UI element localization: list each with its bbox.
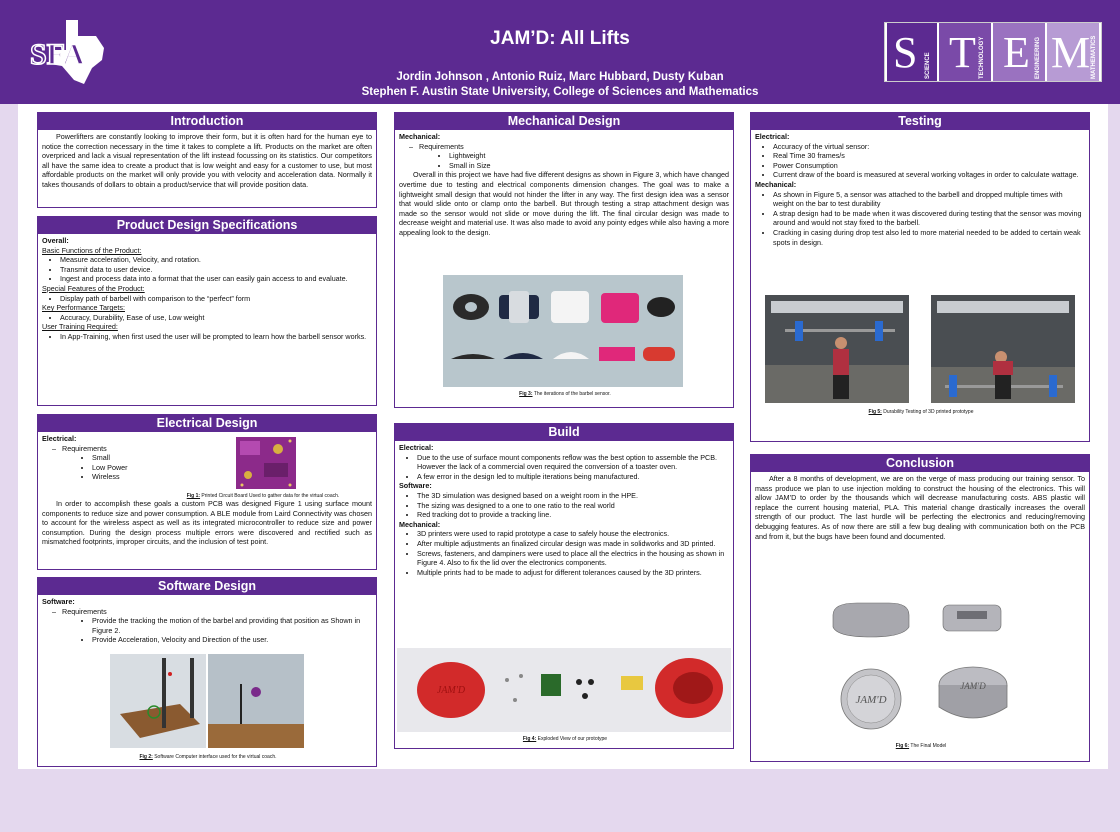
testing-mechanical-list <box>755 190 1085 248</box>
affiliation: Stephen F. Austin State University, College of Sciences and Mathematics <box>361 86 759 98</box>
fig5-text: Durability Testing of 3D printed prototype <box>881 409 974 415</box>
list-item: • Real Time 30 frames/s <box>773 151 1085 161</box>
build-mechanical-list <box>399 529 729 577</box>
software-body <box>38 595 376 647</box>
electrical-requirements <box>38 432 376 488</box>
list-item: • Small <box>92 453 372 463</box>
requirements-label: Requirements <box>62 606 107 616</box>
author-names: Jordin Johnson , Antonio Ruiz, Marc Hubbard, Dusty Kuban <box>396 71 724 83</box>
testing-title: Testing <box>751 113 1089 130</box>
fig6-label: Fig 6: <box>895 743 910 749</box>
fig2-caption <box>108 754 308 760</box>
list-item: • 3D printers were used to rapid prototype a case to safely house the electronics. <box>417 529 729 539</box>
pds-training-heading: User Training Required: <box>42 322 118 332</box>
final-model-render <box>817 597 1017 737</box>
fig2-label: Fig 2: <box>139 754 153 760</box>
electrical-req-list <box>42 444 372 482</box>
fig6-text: The Final Model <box>909 743 947 749</box>
fig4-text: Exploded View of our prototype <box>536 736 608 742</box>
fig3-caption <box>475 391 655 397</box>
requirements-label: Requirements <box>419 141 464 151</box>
list-item: • Display path of barbell with comparison to the “perfect” form <box>60 294 372 304</box>
pds-special-heading: Special Features of the Product: <box>42 283 145 293</box>
fig4-caption <box>475 736 655 742</box>
testing-mechanical-heading: Mechanical: <box>755 179 797 189</box>
list-item: • Current draw of the board is measured at several working voltages in order to calculate wattage. <box>773 170 1085 180</box>
fig5-label: Fig 5: <box>868 409 882 415</box>
testing-electrical-list <box>755 142 1085 180</box>
lid-engraving: JAM'D <box>436 685 466 696</box>
list-item: • Lightweight <box>449 151 729 161</box>
conclusion-panel <box>750 454 1090 762</box>
list-item: • A strap design had to be made when it was discovered during testing that the sensor was moving around and would not stay fixed to the barbell. <box>773 209 1085 228</box>
pds-kpt-list <box>42 313 372 323</box>
fig1-label: Fig 1: <box>186 493 201 499</box>
fig3-label: Fig 3: <box>519 391 533 397</box>
list-item: • Multiple prints had to be made to adjust for different tolerances caused by the 3D printers. <box>417 568 729 578</box>
pds-basic-list <box>42 255 372 284</box>
stem-word-engineering: ENGINEERING <box>1035 36 1041 79</box>
fig1-text: Printed Circuit Board Used to gather data for the virtual coach. <box>200 493 340 499</box>
conclusion-title: Conclusion <box>751 455 1089 472</box>
electrical-body <box>38 497 376 549</box>
testing-body <box>751 130 1089 249</box>
electrical-label: Electrical: <box>42 434 77 443</box>
introduction-body <box>38 130 376 192</box>
list-item: • Accuracy of the virtual sensor: <box>773 142 1085 152</box>
pds-panel <box>37 216 377 406</box>
list-item: • The sizing was designed to a one to one ratio to the real world <box>417 501 729 511</box>
pds-special-list <box>42 294 372 304</box>
build-title: Build <box>395 424 733 441</box>
conclusion-body <box>751 472 1089 543</box>
fig3-text: The iterations of the barbel sensor. <box>532 391 611 397</box>
fig4-label: Fig 4: <box>522 736 537 742</box>
build-body <box>395 441 733 579</box>
drop-test-photo-1 <box>765 295 909 403</box>
pds-title: Product Design Specifications <box>38 217 376 234</box>
list-item: • In App-Training, when first used the user will be prompted to learn how the barbell sensor works. <box>60 332 372 342</box>
introduction-title: Introduction <box>38 113 376 130</box>
testing-panel <box>750 112 1090 442</box>
testing-electrical-heading: Electrical: <box>755 132 790 141</box>
pcb-image <box>234 435 298 491</box>
mechanical-text: Overall in this project we have had five different designs as shown in Figure 3, which have changed overtime due to testing and electrical components dimension changes. The goal was to make a lightweight small design that would not hinder the lifter in any way. The first design idea was a sensor that would slide onto or clamp onto the barbell. But through testing a strap attachment design was made so the sensor would not slide or move during the lift. The final circular design was made to decrease weight and material use. It was also made to avoid any pointy edges while also having a more appealing look to the design. <box>399 170 730 237</box>
pds-kpt-heading: Key Performance Targets: <box>42 303 125 313</box>
list-item: • A few error in the design led to multiple iterations being manufactured. <box>417 472 729 482</box>
list-item: • Due to the use of surface mount components reflow was the best option to assemble the PCB. However the lack of a commercial oven required the conversion of a toaster oven. <box>417 453 729 472</box>
list-item: • Ingest and process data into a format that the user can easily gain access to and evaluate. <box>60 274 372 284</box>
iterations-photo <box>443 275 683 387</box>
list-item: • Cracking in casing during drop test also led to more material needed to be added to certain weak spots in design. <box>773 228 1085 247</box>
software-req-list <box>42 607 372 645</box>
list-item: • The 3D simulation was designed based on a weight room in the HPE. <box>417 491 729 501</box>
build-software-list <box>399 491 729 520</box>
mechanical-title: Mechanical Design <box>395 113 733 130</box>
stem-letter-e: E <box>1003 28 1030 77</box>
conclusion-text: After a 8 months of development, we are on the verge of mass producing our training sensor. To mass produce we plan to use injection molding to construct the housing of the electronics. This will allow JAM’D to order by the thousands which will decrease manufacturing costs. ABS plastic will replace the current housing material, PLA. This material change drastically increases the overall strength of our product. The last hurdle will be perfecting the electronics and reducing/removing debugging features. As of now there are still a few bug dealing with communication both on the PCB and from it, but the bugs have been found and documented. <box>755 474 1085 541</box>
pds-body <box>38 234 376 344</box>
stem-cell-m <box>1047 23 1099 81</box>
pds-basic-heading: Basic Functions of the Product: <box>42 245 142 255</box>
list-item: • Transmit data to user device. <box>60 265 372 275</box>
build-panel <box>394 423 734 749</box>
software-label: Software: <box>42 597 75 606</box>
fig2-text: Software Computer interface used for the virtual coach. <box>152 754 277 760</box>
mechanical-label: Mechanical: <box>399 132 441 141</box>
list-item: • Provide Acceleration, Velocity and Direction of the user. <box>92 635 372 645</box>
list-item: • Red tracking dot to provide a tracking line. <box>417 510 729 520</box>
stem-cell-t <box>939 23 991 81</box>
model-engraving-angled: JAM'D <box>960 681 986 691</box>
fig6-caption <box>831 743 1011 749</box>
electrical-text: In order to accomplish these goals a custom PCB was designed Figure 1 using surface mount components to reduce size and power consumption. A BLE module from Laird Connectivity was chosen to account for the wireless aspect as well as its integrated microcontroller to reduce size and power consumption. During the design process multiple errors were discovered and rectified such as mismatched footprints, improper circuits, and the inclusion of test point. <box>42 499 372 547</box>
list-item: • Measure acceleration, Velocity, and rotation. <box>60 255 372 265</box>
software-screenshot <box>110 654 304 748</box>
build-electrical-list <box>399 453 729 482</box>
list-item: • As shown in Figure 5, a sensor was attached to the barbell and dropped multiple times with weight on the bar to test durability <box>773 190 1085 209</box>
list-item: • Power Consumption <box>773 161 1085 171</box>
introduction-panel <box>37 112 377 208</box>
list-item: • Low Power <box>92 463 372 473</box>
list-item: • Provide the tracking the motion of the barbel and providing that position as Shown in Figure 2. <box>92 616 372 635</box>
stem-letter-t: T <box>949 28 976 77</box>
mechanical-body <box>395 130 733 240</box>
list-item: • After multiple adjustments an finalized circular design was made in solidworks and 3D printed. <box>417 539 729 549</box>
stem-cell-e <box>993 23 1045 81</box>
stem-word-mathematics: MATHEMATICS <box>1091 35 1097 79</box>
stem-word-science: SCIENCE <box>925 52 931 79</box>
pds-training-list <box>42 332 372 342</box>
list-item: • Accuracy, Durability, Ease of use, Low weight <box>60 313 372 323</box>
drop-test-photo-2 <box>931 295 1075 403</box>
software-panel <box>37 577 377 767</box>
electrical-title: Electrical Design <box>38 415 376 432</box>
build-software-heading: Software: <box>399 481 432 491</box>
software-title: Software Design <box>38 578 376 595</box>
requirements-label: Requirements <box>62 443 107 453</box>
mechanical-req-list <box>399 142 729 171</box>
stem-logo <box>884 22 1102 82</box>
build-electrical-heading: Electrical: <box>399 443 434 452</box>
list-item: • Screws, fasteners, and dampiners were used to place all the electrics in the housing as shown in Figure 4. Also to fix the lid over the electronics components. <box>417 549 729 568</box>
pds-overall: Overall: <box>42 236 69 245</box>
model-engraving-front: JAM'D <box>855 694 887 706</box>
introduction-text: Powerlifters are constantly looking to improve their form, but it is often hard for the human eye to notice the correction necessary in the time it takes to complete a lift. Products on the market are often overpriced and lack a visual representation of the lift instead focussing on its statistics. Our competitors all have the same idea to create a product that is low weight and easy for a customer to use, but most affordable products on the market will only provide you with velocity and acceleration data. Normally it takes thousands of dollars to obtain a product/service that will provide position data. <box>42 132 372 189</box>
stem-cell-s <box>887 23 937 81</box>
exploded-view-photo <box>397 648 731 732</box>
poster-title: JAM’D: All Lifts <box>490 28 630 49</box>
mechanical-panel <box>394 112 734 408</box>
stem-letter-m: M <box>1051 28 1091 77</box>
fig5-caption <box>821 409 1021 415</box>
stem-word-technology: TECHNOLOGY <box>979 36 985 79</box>
list-item: • Small in Size <box>449 161 729 171</box>
electrical-panel <box>37 414 377 570</box>
stem-letter-s: S <box>893 28 918 77</box>
svg-text:SFA: SFA <box>30 38 85 71</box>
list-item: • Wireless <box>92 472 372 482</box>
build-mechanical-heading: Mechanical: <box>399 519 441 529</box>
